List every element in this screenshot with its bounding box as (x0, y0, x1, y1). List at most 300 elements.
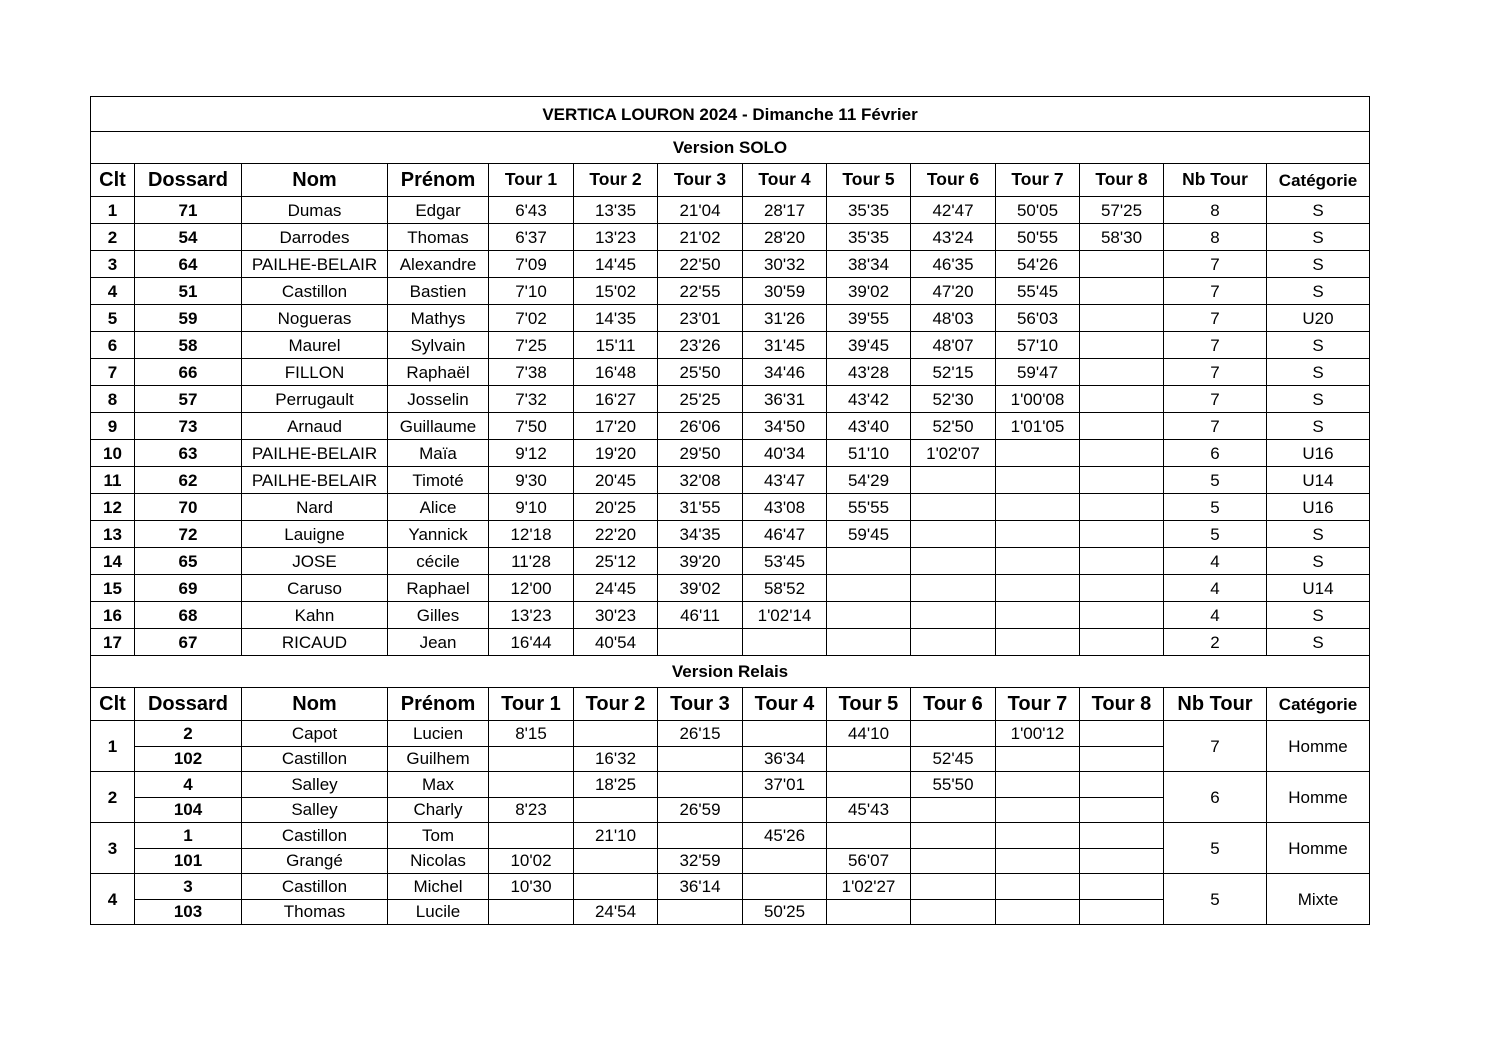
solo-cell-tour-1: 7'02 (489, 305, 574, 332)
solo-cell-tour-4: 53'45 (743, 548, 827, 575)
relay-cell-tour-1: 8'15 (489, 721, 574, 747)
solo-cell-tour-8 (1080, 413, 1164, 440)
relay-cell-prenom: Lucien (388, 721, 489, 747)
solo-cell-tour-2: 14'35 (574, 305, 658, 332)
solo-cell-tour-6 (911, 494, 996, 521)
relay-cell-tour-7 (996, 772, 1080, 798)
relay-cell-tour-2: 16'32 (574, 746, 658, 772)
solo-cell-tour-4: 1'02'14 (743, 602, 827, 629)
solo-cell-tour-5 (827, 629, 911, 656)
solo-cell-tour-8: 57'25 (1080, 197, 1164, 224)
relay-cell-tour-4: 36'34 (743, 746, 827, 772)
solo-cell-categorie: S (1267, 413, 1370, 440)
solo-row (91, 305, 1370, 332)
header-tour-4: Tour 4 (743, 688, 827, 721)
solo-cell-tour-3: 21'02 (658, 224, 743, 251)
solo-cell-nb-tour: 7 (1164, 251, 1267, 278)
solo-cell-tour-8 (1080, 359, 1164, 386)
solo-cell-prenom: Josselin (388, 386, 489, 413)
relay-cell-prenom: Nicolas (388, 848, 489, 874)
solo-cell-tour-4: 28'17 (743, 197, 827, 224)
solo-cell-tour-4: 43'47 (743, 467, 827, 494)
solo-cell-tour-6 (911, 548, 996, 575)
solo-cell-tour-3: 22'50 (658, 251, 743, 278)
relay-cell-dossard: 2 (135, 721, 242, 747)
solo-cell-prenom: Bastien (388, 278, 489, 305)
solo-row (91, 629, 1370, 656)
solo-cell-tour-4: 30'32 (743, 251, 827, 278)
solo-cell-dossard: 73 (135, 413, 242, 440)
solo-cell-clt: 9 (91, 413, 135, 440)
header-tour-3: Tour 3 (658, 688, 743, 721)
solo-cell-tour-7: 59'47 (996, 359, 1080, 386)
relay-cell-tour-8 (1080, 772, 1164, 798)
header-tour-8: Tour 8 (1080, 164, 1164, 197)
header-tour-1: Tour 1 (489, 688, 574, 721)
solo-cell-tour-3: 23'01 (658, 305, 743, 332)
header-clt: Clt (91, 688, 135, 721)
solo-cell-prenom: cécile (388, 548, 489, 575)
relay-cell-dossard: 102 (135, 746, 242, 772)
solo-cell-nom: Castillon (242, 278, 388, 305)
solo-cell-nb-tour: 4 (1164, 575, 1267, 602)
solo-cell-nb-tour: 7 (1164, 413, 1267, 440)
relay-cell-tour-5 (827, 823, 911, 849)
solo-cell-tour-2: 16'48 (574, 359, 658, 386)
relay-cell-tour-8 (1080, 899, 1164, 925)
solo-cell-prenom: Maïa (388, 440, 489, 467)
relay-cell-tour-3: 26'59 (658, 797, 743, 823)
solo-row (91, 548, 1370, 575)
relay-cell-nb-tour: 5 (1164, 823, 1267, 874)
relay-cell-tour-6 (911, 874, 996, 900)
header-nb-tour: Nb Tour (1164, 164, 1267, 197)
solo-cell-tour-2: 13'23 (574, 224, 658, 251)
relay-cell-tour-6 (911, 848, 996, 874)
solo-cell-tour-1: 12'00 (489, 575, 574, 602)
relay-cell-tour-3: 32'59 (658, 848, 743, 874)
solo-cell-tour-1: 16'44 (489, 629, 574, 656)
header-categorie: Catégorie (1267, 164, 1370, 197)
relay-cell-tour-6: 55'50 (911, 772, 996, 798)
relay-row (91, 874, 1370, 900)
solo-cell-categorie: U16 (1267, 494, 1370, 521)
header-prenom: Prénom (388, 688, 489, 721)
solo-cell-tour-7: 1'00'08 (996, 386, 1080, 413)
relay-cell-tour-7 (996, 874, 1080, 900)
solo-row (91, 575, 1370, 602)
relay-cell-tour-1 (489, 746, 574, 772)
solo-cell-tour-5: 39'55 (827, 305, 911, 332)
solo-cell-nb-tour: 8 (1164, 197, 1267, 224)
solo-cell-tour-6: 48'03 (911, 305, 996, 332)
relay-cell-tour-1 (489, 823, 574, 849)
solo-row (91, 467, 1370, 494)
solo-cell-nb-tour: 7 (1164, 386, 1267, 413)
solo-cell-tour-8 (1080, 467, 1164, 494)
relay-cell-clt: 3 (91, 823, 135, 874)
relay-cell-tour-2 (574, 721, 658, 747)
solo-cell-tour-1: 11'28 (489, 548, 574, 575)
solo-row (91, 494, 1370, 521)
solo-cell-tour-1: 7'38 (489, 359, 574, 386)
solo-cell-tour-3: 25'50 (658, 359, 743, 386)
solo-cell-tour-7 (996, 629, 1080, 656)
relay-cell-tour-4 (743, 874, 827, 900)
solo-cell-nom: Lauigne (242, 521, 388, 548)
solo-cell-nom: Caruso (242, 575, 388, 602)
header-tour-6: Tour 6 (911, 688, 996, 721)
solo-cell-categorie: U14 (1267, 575, 1370, 602)
solo-cell-tour-5 (827, 575, 911, 602)
relay-cell-tour-8 (1080, 823, 1164, 849)
solo-cell-tour-3: 21'04 (658, 197, 743, 224)
solo-cell-dossard: 67 (135, 629, 242, 656)
solo-cell-tour-7: 56'03 (996, 305, 1080, 332)
solo-cell-tour-7 (996, 494, 1080, 521)
solo-cell-tour-1: 7'10 (489, 278, 574, 305)
relay-cell-categorie: Mixte (1267, 874, 1370, 925)
solo-cell-tour-4: 34'50 (743, 413, 827, 440)
solo-cell-tour-5: 35'35 (827, 224, 911, 251)
solo-cell-clt: 7 (91, 359, 135, 386)
solo-cell-tour-1: 7'25 (489, 332, 574, 359)
solo-cell-nb-tour: 7 (1164, 332, 1267, 359)
solo-cell-tour-6 (911, 575, 996, 602)
solo-cell-tour-6: 52'50 (911, 413, 996, 440)
relay-cell-tour-5 (827, 746, 911, 772)
relay-cell-nom: Salley (242, 772, 388, 798)
solo-cell-nom: PAILHE-BELAIR (242, 467, 388, 494)
solo-cell-nb-tour: 4 (1164, 602, 1267, 629)
solo-cell-nb-tour: 7 (1164, 305, 1267, 332)
solo-cell-dossard: 59 (135, 305, 242, 332)
solo-cell-nom: Arnaud (242, 413, 388, 440)
solo-cell-tour-4: 46'47 (743, 521, 827, 548)
solo-cell-tour-5 (827, 548, 911, 575)
relay-cell-tour-7 (996, 899, 1080, 925)
solo-cell-tour-3: 25'25 (658, 386, 743, 413)
solo-header-row (91, 164, 1370, 197)
solo-cell-tour-8 (1080, 494, 1164, 521)
solo-cell-categorie: S (1267, 548, 1370, 575)
solo-cell-prenom: Mathys (388, 305, 489, 332)
solo-cell-clt: 2 (91, 224, 135, 251)
solo-cell-tour-4: 40'34 (743, 440, 827, 467)
solo-cell-prenom: Thomas (388, 224, 489, 251)
relay-row (91, 721, 1370, 747)
solo-cell-tour-3: 39'20 (658, 548, 743, 575)
relay-cell-tour-2 (574, 874, 658, 900)
solo-cell-dossard: 69 (135, 575, 242, 602)
solo-cell-tour-8 (1080, 548, 1164, 575)
solo-cell-tour-6: 1'02'07 (911, 440, 996, 467)
solo-cell-tour-1: 7'32 (489, 386, 574, 413)
solo-cell-categorie: S (1267, 629, 1370, 656)
solo-row (91, 440, 1370, 467)
solo-cell-nom: PAILHE-BELAIR (242, 440, 388, 467)
relay-cell-prenom: Max (388, 772, 489, 798)
solo-cell-tour-4: 31'26 (743, 305, 827, 332)
solo-cell-tour-1: 7'09 (489, 251, 574, 278)
solo-cell-prenom: Sylvain (388, 332, 489, 359)
solo-cell-tour-8 (1080, 332, 1164, 359)
solo-cell-tour-2: 30'23 (574, 602, 658, 629)
solo-row (91, 332, 1370, 359)
solo-cell-nom: Perrugault (242, 386, 388, 413)
solo-cell-tour-5: 43'42 (827, 386, 911, 413)
solo-cell-dossard: 66 (135, 359, 242, 386)
page-title: VERTICA LOURON 2024 - Dimanche 11 Février (91, 97, 1370, 132)
header-clt: Clt (91, 164, 135, 197)
relay-cell-prenom: Lucile (388, 899, 489, 925)
solo-cell-prenom: Raphaël (388, 359, 489, 386)
solo-cell-dossard: 57 (135, 386, 242, 413)
solo-cell-tour-7 (996, 575, 1080, 602)
solo-cell-tour-4: 58'52 (743, 575, 827, 602)
solo-cell-clt: 3 (91, 251, 135, 278)
solo-cell-prenom: Guillaume (388, 413, 489, 440)
solo-cell-tour-8 (1080, 629, 1164, 656)
solo-cell-dossard: 72 (135, 521, 242, 548)
solo-cell-categorie: S (1267, 386, 1370, 413)
relay-row (91, 823, 1370, 849)
relay-cell-tour-2: 24'54 (574, 899, 658, 925)
relay-cell-tour-3 (658, 899, 743, 925)
solo-cell-tour-2: 40'54 (574, 629, 658, 656)
relay-cell-tour-2: 21'10 (574, 823, 658, 849)
solo-cell-tour-7 (996, 548, 1080, 575)
relay-cell-tour-4: 45'26 (743, 823, 827, 849)
solo-cell-tour-2: 25'12 (574, 548, 658, 575)
solo-cell-tour-4: 30'59 (743, 278, 827, 305)
relay-cell-categorie: Homme (1267, 823, 1370, 874)
solo-cell-nb-tour: 7 (1164, 278, 1267, 305)
solo-cell-tour-7: 54'26 (996, 251, 1080, 278)
solo-cell-nom: Dumas (242, 197, 388, 224)
solo-cell-dossard: 58 (135, 332, 242, 359)
solo-cell-tour-6: 46'35 (911, 251, 996, 278)
solo-cell-clt: 5 (91, 305, 135, 332)
solo-cell-tour-8 (1080, 386, 1164, 413)
solo-cell-tour-7: 50'05 (996, 197, 1080, 224)
relay-cell-tour-5: 56'07 (827, 848, 911, 874)
solo-cell-clt: 11 (91, 467, 135, 494)
solo-cell-tour-8 (1080, 278, 1164, 305)
solo-cell-tour-7: 50'55 (996, 224, 1080, 251)
relay-cell-prenom: Michel (388, 874, 489, 900)
relay-cell-dossard: 3 (135, 874, 242, 900)
solo-cell-tour-5: 51'10 (827, 440, 911, 467)
solo-cell-prenom: Alexandre (388, 251, 489, 278)
relay-cell-tour-4 (743, 848, 827, 874)
solo-row (91, 224, 1370, 251)
solo-cell-tour-5: 38'34 (827, 251, 911, 278)
header-tour-2: Tour 2 (574, 164, 658, 197)
relay-cell-dossard: 4 (135, 772, 242, 798)
solo-cell-tour-3 (658, 629, 743, 656)
relay-cell-tour-4 (743, 721, 827, 747)
solo-cell-tour-7: 57'10 (996, 332, 1080, 359)
solo-cell-categorie: S (1267, 602, 1370, 629)
solo-cell-tour-7: 1'01'05 (996, 413, 1080, 440)
solo-cell-nom: Nogueras (242, 305, 388, 332)
relay-cell-dossard: 1 (135, 823, 242, 849)
solo-cell-categorie: S (1267, 332, 1370, 359)
solo-cell-dossard: 68 (135, 602, 242, 629)
relay-cell-tour-1: 10'30 (489, 874, 574, 900)
solo-cell-tour-2: 15'02 (574, 278, 658, 305)
relay-header-row (91, 688, 1370, 721)
relay-cell-tour-3: 26'15 (658, 721, 743, 747)
solo-cell-categorie: S (1267, 278, 1370, 305)
solo-cell-dossard: 51 (135, 278, 242, 305)
solo-cell-prenom: Jean (388, 629, 489, 656)
solo-cell-nom: Darrodes (242, 224, 388, 251)
results-table (90, 96, 1370, 925)
solo-cell-tour-2: 15'11 (574, 332, 658, 359)
relay-cell-nb-tour: 6 (1164, 772, 1267, 823)
relay-cell-nom: Thomas (242, 899, 388, 925)
solo-cell-tour-5: 55'55 (827, 494, 911, 521)
solo-cell-tour-6: 47'20 (911, 278, 996, 305)
relay-cell-tour-6 (911, 797, 996, 823)
solo-cell-tour-7 (996, 440, 1080, 467)
relay-cell-tour-7 (996, 848, 1080, 874)
relay-cell-tour-4: 37'01 (743, 772, 827, 798)
header-tour-5: Tour 5 (827, 164, 911, 197)
solo-cell-clt: 14 (91, 548, 135, 575)
relay-cell-clt: 2 (91, 772, 135, 823)
solo-cell-tour-5 (827, 602, 911, 629)
solo-cell-prenom: Timoté (388, 467, 489, 494)
header-dossard: Dossard (135, 164, 242, 197)
relay-cell-tour-1 (489, 899, 574, 925)
relay-cell-tour-6 (911, 721, 996, 747)
solo-cell-categorie: S (1267, 197, 1370, 224)
solo-cell-tour-8 (1080, 305, 1164, 332)
relay-cell-tour-3 (658, 772, 743, 798)
solo-cell-tour-6: 52'30 (911, 386, 996, 413)
solo-cell-tour-1: 9'30 (489, 467, 574, 494)
relay-cell-tour-8 (1080, 746, 1164, 772)
header-tour-8: Tour 8 (1080, 688, 1164, 721)
relay-cell-tour-6 (911, 823, 996, 849)
relay-cell-tour-7 (996, 746, 1080, 772)
solo-cell-tour-1: 9'12 (489, 440, 574, 467)
solo-cell-tour-5: 43'40 (827, 413, 911, 440)
solo-cell-prenom: Gilles (388, 602, 489, 629)
relay-cell-nom: Capot (242, 721, 388, 747)
relay-cell-nb-tour: 5 (1164, 874, 1267, 925)
header-tour-4: Tour 4 (743, 164, 827, 197)
solo-cell-nom: RICAUD (242, 629, 388, 656)
solo-cell-tour-2: 14'45 (574, 251, 658, 278)
solo-cell-dossard: 71 (135, 197, 242, 224)
solo-cell-tour-4: 31'45 (743, 332, 827, 359)
solo-cell-nom: Maurel (242, 332, 388, 359)
relay-cell-nom: Castillon (242, 874, 388, 900)
solo-cell-clt: 8 (91, 386, 135, 413)
relay-cell-nb-tour: 7 (1164, 721, 1267, 772)
header-tour-5: Tour 5 (827, 688, 911, 721)
relay-cell-tour-3 (658, 746, 743, 772)
solo-cell-tour-5: 39'02 (827, 278, 911, 305)
relay-cell-prenom: Guilhem (388, 746, 489, 772)
header-dossard: Dossard (135, 688, 242, 721)
solo-cell-tour-4: 28'20 (743, 224, 827, 251)
solo-cell-clt: 12 (91, 494, 135, 521)
solo-row (91, 602, 1370, 629)
solo-cell-tour-7: 55'45 (996, 278, 1080, 305)
solo-cell-tour-8 (1080, 440, 1164, 467)
header-tour-3: Tour 3 (658, 164, 743, 197)
solo-cell-tour-8 (1080, 602, 1164, 629)
solo-cell-clt: 13 (91, 521, 135, 548)
header-nom: Nom (242, 688, 388, 721)
solo-row (91, 197, 1370, 224)
relay-cell-tour-4: 50'25 (743, 899, 827, 925)
solo-cell-tour-2: 19'20 (574, 440, 658, 467)
solo-cell-dossard: 62 (135, 467, 242, 494)
relay-cell-tour-4 (743, 797, 827, 823)
solo-cell-tour-5: 35'35 (827, 197, 911, 224)
relay-cell-categorie: Homme (1267, 721, 1370, 772)
relay-cell-clt: 1 (91, 721, 135, 772)
header-tour-2: Tour 2 (574, 688, 658, 721)
solo-cell-tour-6 (911, 521, 996, 548)
relay-cell-tour-2 (574, 848, 658, 874)
relay-cell-prenom: Charly (388, 797, 489, 823)
solo-cell-tour-4: 36'31 (743, 386, 827, 413)
solo-cell-tour-3: 26'06 (658, 413, 743, 440)
solo-cell-clt: 4 (91, 278, 135, 305)
relay-cell-nom: Grangé (242, 848, 388, 874)
solo-cell-nom: Kahn (242, 602, 388, 629)
solo-cell-tour-8 (1080, 575, 1164, 602)
results-table-body (91, 97, 1370, 925)
relay-cell-tour-7 (996, 823, 1080, 849)
solo-cell-clt: 10 (91, 440, 135, 467)
relay-cell-tour-8 (1080, 721, 1164, 747)
solo-cell-tour-1: 6'43 (489, 197, 574, 224)
solo-cell-tour-4 (743, 629, 827, 656)
relay-cell-tour-5: 45'43 (827, 797, 911, 823)
header-tour-1: Tour 1 (489, 164, 574, 197)
relay-cell-tour-8 (1080, 848, 1164, 874)
relay-cell-tour-2: 18'25 (574, 772, 658, 798)
solo-cell-clt: 15 (91, 575, 135, 602)
solo-row (91, 278, 1370, 305)
solo-cell-clt: 6 (91, 332, 135, 359)
solo-cell-prenom: Yannick (388, 521, 489, 548)
solo-cell-tour-3: 22'55 (658, 278, 743, 305)
solo-cell-nom: Nard (242, 494, 388, 521)
relay-cell-prenom: Tom (388, 823, 489, 849)
relay-row (91, 772, 1370, 798)
solo-cell-nb-tour: 7 (1164, 359, 1267, 386)
solo-cell-categorie: U14 (1267, 467, 1370, 494)
solo-cell-tour-6: 48'07 (911, 332, 996, 359)
relay-cell-categorie: Homme (1267, 772, 1370, 823)
header-categorie: Catégorie (1267, 688, 1370, 721)
solo-cell-tour-3: 31'55 (658, 494, 743, 521)
solo-section-title: Version SOLO (91, 132, 1370, 164)
solo-cell-tour-5: 43'28 (827, 359, 911, 386)
relay-cell-tour-5: 1'02'27 (827, 874, 911, 900)
solo-cell-tour-2: 24'45 (574, 575, 658, 602)
solo-cell-tour-3: 34'35 (658, 521, 743, 548)
